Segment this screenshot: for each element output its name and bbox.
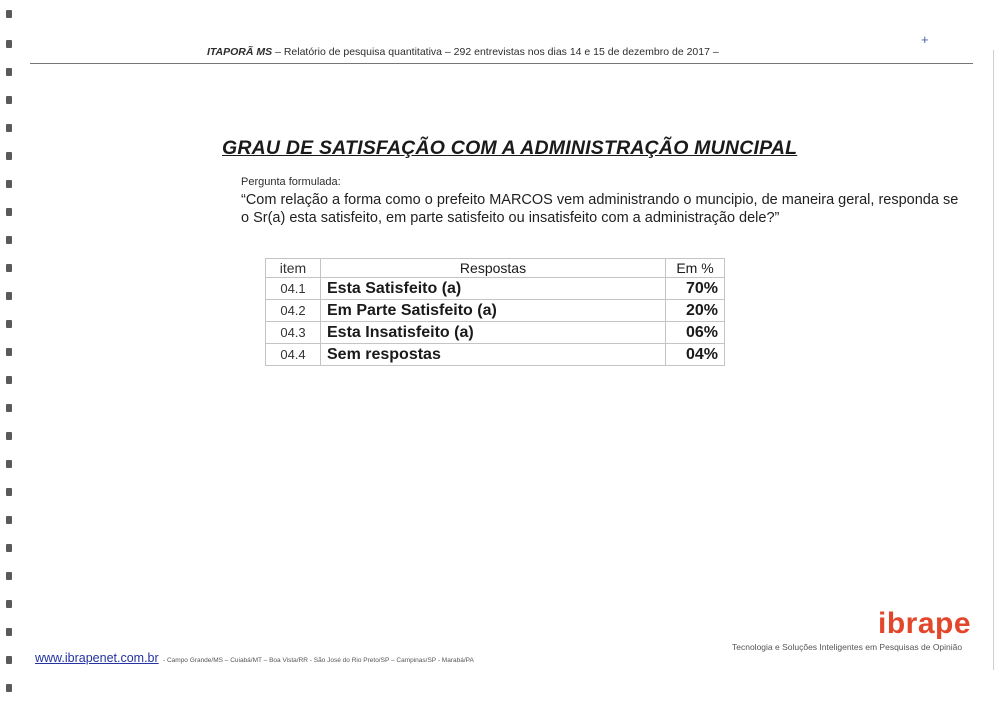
binder-hole — [6, 488, 12, 496]
header-item: item — [266, 259, 321, 278]
binder-hole — [6, 96, 12, 104]
table-row — [266, 344, 725, 366]
binder-hole — [6, 460, 12, 468]
brand-tagline: Tecnologia e Soluções Inteligentes em Pesquisas de Opinião — [732, 642, 963, 652]
binder-hole — [6, 600, 12, 608]
row-item: 04.4 — [266, 344, 321, 366]
binder-hole — [6, 516, 12, 524]
binder-hole — [6, 656, 12, 664]
binder-hole — [6, 68, 12, 76]
row-percent: 06% — [666, 322, 725, 344]
table-row — [266, 300, 725, 322]
table-row — [266, 322, 725, 344]
footer-website-link[interactable]: www.ibrapenet.com.br — [35, 651, 159, 665]
binder-hole — [6, 544, 12, 552]
binder-hole — [6, 320, 12, 328]
row-item: 04.2 — [266, 300, 321, 322]
results-table — [265, 258, 725, 366]
binder-hole — [6, 10, 12, 18]
question-text: “Com relação a forma como o prefeito MARCOS vem administrando o muncipio, de maneira geral, responda se o Sr(a) esta satisfeito, em parte satisfeito ou insatisfeito com a administração dele?” — [241, 192, 959, 226]
row-item: 04.3 — [266, 322, 321, 344]
question-label: Pergunta formulada: — [241, 176, 341, 188]
row-percent: 20% — [666, 300, 725, 322]
pen-mark: + — [921, 32, 929, 47]
table-row — [266, 278, 725, 300]
binder-hole — [6, 152, 12, 160]
binder-hole — [6, 432, 12, 440]
binder-hole — [6, 628, 12, 636]
page-title: GRAU DE SATISFAÇÃO COM A ADMINISTRAÇÃO MUNCIPAL — [222, 137, 798, 159]
header-percent: Em % — [666, 259, 725, 278]
row-response: Esta Insatisfeito (a) — [321, 322, 666, 344]
table-header-row — [266, 259, 725, 278]
binder-hole — [6, 40, 12, 48]
header-divider — [30, 63, 973, 64]
binder-hole — [6, 376, 12, 384]
report-header — [207, 46, 719, 58]
binder-hole — [6, 208, 12, 216]
row-response: Em Parte Satisfeito (a) — [321, 300, 666, 322]
binder-hole — [6, 180, 12, 188]
binder-hole — [6, 684, 12, 692]
ibrape-logo: ibrape — [878, 607, 972, 640]
binder-hole — [6, 264, 12, 272]
binder-hole — [6, 404, 12, 412]
header-response: Respostas — [321, 259, 666, 278]
row-response: Sem respostas — [321, 344, 666, 366]
header-city: ITAPORÃ MS — [207, 46, 273, 58]
row-response: Esta Satisfeito (a) — [321, 278, 666, 300]
binder-hole — [6, 348, 12, 356]
row-percent: 04% — [666, 344, 725, 366]
header-subtitle: – Relatório de pesquisa quantitativa – 292 entrevistas nos dias 14 e 15 de dezembro de 2017 – — [275, 46, 719, 58]
binder-hole — [6, 292, 12, 300]
binder-hole — [6, 572, 12, 580]
row-item: 04.1 — [266, 278, 321, 300]
binder-hole — [6, 236, 12, 244]
row-percent: 70% — [666, 278, 725, 300]
footer-cities: - Campo Grande/MS – Cuiabá/MT – Boa Vista/RR - São José do Rio Preto/SP – Campinas/SP - Marabá/PA — [163, 657, 474, 664]
binder-holes — [6, 0, 16, 706]
binder-hole — [6, 124, 12, 132]
page-edge — [993, 50, 994, 670]
